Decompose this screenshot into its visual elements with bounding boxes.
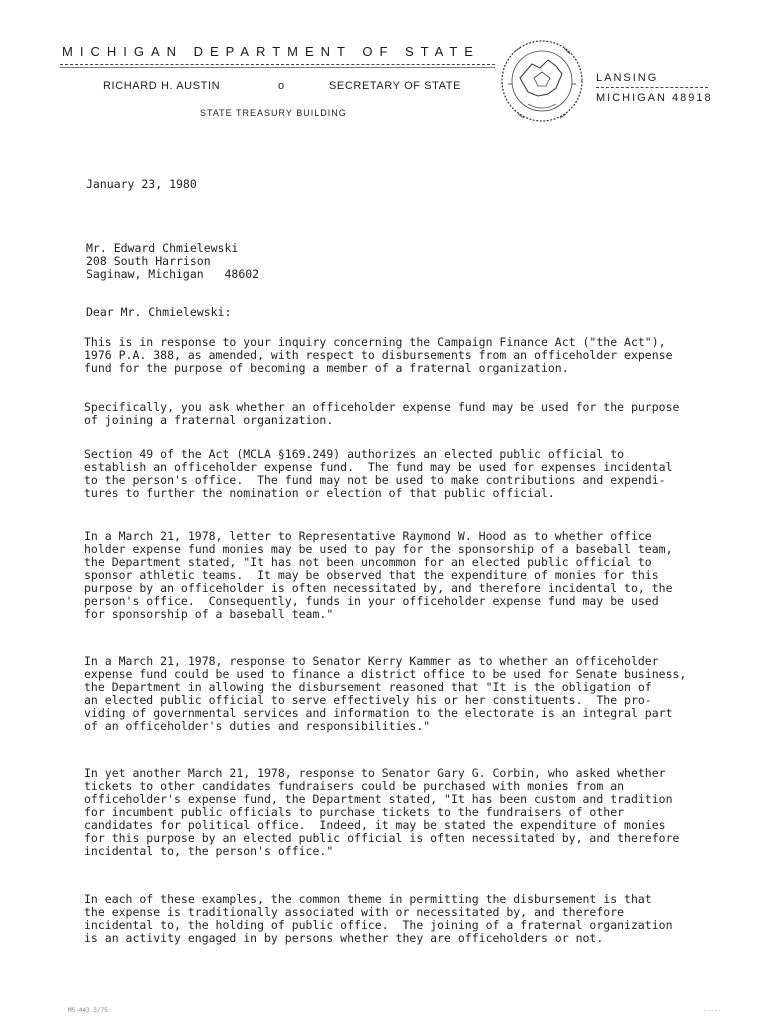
- paragraph-line: for sponsorship of a baseball team.": [84, 607, 334, 621]
- paragraph-5: [84, 655, 686, 733]
- paragraph-line: viding of governmental services and information to the electorate is an integral part: [84, 706, 673, 720]
- paragraph-line: establish an officeholder expense fund. The fund may be used for expenses incidental: [84, 460, 673, 474]
- paragraph-line: person's office. Consequently, funds in your officeholder expense fund may be used: [84, 594, 659, 608]
- paragraph-line: incidental to, the holding of public office. The joining of a fraternal organization: [84, 918, 673, 932]
- paragraph-line: to the person's office. The fund may not be used to make contributions and expendi-: [84, 473, 666, 487]
- department-name: MICHIGAN DEPARTMENT OF STATE: [62, 44, 480, 59]
- secretary-title: SECRETARY OF STATE: [329, 80, 462, 92]
- paragraph-line: holder expense fund monies may be used to pay for the sponsorship of a baseball team,: [84, 542, 673, 556]
- paragraph-line: officeholder's expense fund, the Department stated, "It has been custom and tradition: [84, 792, 673, 806]
- letter-date: January 23, 1980: [86, 177, 197, 191]
- salutation: Dear Mr. Chmielewski:: [86, 305, 232, 319]
- paragraph-line: of an officeholder's duties and responsibilities.": [84, 719, 431, 733]
- paragraph-line: the Department stated, "It has not been uncommon for an elected public official to: [84, 555, 652, 569]
- paragraph-3: [84, 448, 673, 500]
- page-mark: -----: [703, 1007, 722, 1014]
- paragraph-line: sponsor athletic teams. It may be observed that the expenditure of monies for this: [84, 568, 659, 582]
- paragraph-line: Section 49 of the Act (MCLA §169.249) authorizes an elected public official to: [84, 447, 625, 461]
- paragraph-line: the Department in allowing the disbursement reasoned that "It is the obligation of: [84, 680, 652, 694]
- secretary-name: RICHARD H. AUSTIN: [103, 80, 221, 92]
- paragraph-line: tures to further the nomination or election of that public official.: [84, 486, 555, 500]
- paragraph-line: is an activity engaged in by persons whether they are officeholders or not.: [84, 931, 604, 945]
- state-zip: MICHIGAN 48918: [596, 92, 713, 104]
- form-number: MS-443 3/75: [68, 1007, 108, 1014]
- paragraph-line: fund for the purpose of becoming a member of a fraternal organization.: [84, 361, 569, 375]
- paragraph-line: This is in response to your inquiry concerning the Campaign Finance Act ("the Act"),: [84, 335, 666, 349]
- paragraph-line: In each of these examples, the common theme in permitting the disbursement is that: [84, 892, 652, 906]
- recipient-city: Saginaw, Michigan 48602: [86, 267, 260, 281]
- paragraph-line: In a March 21, 1978, letter to Representative Raymond W. Hood as to whether office: [84, 529, 652, 543]
- paragraph-line: candidates for political office. Indeed, it may be stated the expenditure of monies: [84, 818, 666, 832]
- paragraph-line: Specifically, you ask whether an officeholder expense fund may be used for the purpose: [84, 400, 680, 414]
- recipient-address: [86, 242, 259, 281]
- letterhead-rule: [60, 64, 495, 65]
- paragraph-line: the expense is traditionally associated with or necessitated by, and therefore: [84, 905, 625, 919]
- city-name: LANSING: [596, 72, 659, 84]
- paragraph-line: an elected public official to serve effectively his or her constituents. The pro-: [84, 693, 652, 707]
- paragraph-2: [84, 401, 679, 427]
- paragraph-line: 1976 P.A. 388, as amended, with respect to disbursements from an officeholder expense: [84, 348, 673, 362]
- paragraph-6: [84, 767, 679, 858]
- paragraph-line: In yet another March 21, 1978, response to Senator Gary G. Corbin, who asked whether: [84, 766, 666, 780]
- paragraph-line: tickets to other candidates fundraisers could be purchased with monies from an: [84, 779, 625, 793]
- recipient-name: Mr. Edward Chmielewski: [86, 241, 239, 255]
- letterhead: [0, 0, 770, 140]
- paragraph-line: expense fund could be used to finance a district office to be used for Senate business,: [84, 667, 687, 681]
- paragraph-line: incidental to, the person's office.": [84, 844, 334, 858]
- city-rule: [596, 87, 708, 88]
- paragraph-4: [84, 530, 673, 621]
- letterhead-separator: o: [278, 80, 285, 92]
- state-seal-icon: [498, 34, 586, 128]
- letterhead-rule-secondary: [60, 67, 495, 68]
- paragraph-line: for incumbent public officials to purchase tickets to the fundraisers of other: [84, 805, 625, 819]
- paragraph-1: [84, 336, 673, 375]
- paragraph-line: of joining a fraternal organization.: [84, 413, 334, 427]
- paragraph-line: In a March 21, 1978, response to Senator Kerry Kammer as to whether an officeholder: [84, 654, 659, 668]
- building-name: STATE TREASURY BUILDING: [200, 108, 347, 118]
- paragraph-line: purpose by an officeholder is often necessitated by, and therefore incidental to, the: [84, 581, 673, 595]
- recipient-street: 208 South Harrison: [86, 254, 211, 268]
- paragraph-line: for this purpose by an elected public official is often necessitated by, and therefore: [84, 831, 680, 845]
- paragraph-7: [84, 893, 673, 945]
